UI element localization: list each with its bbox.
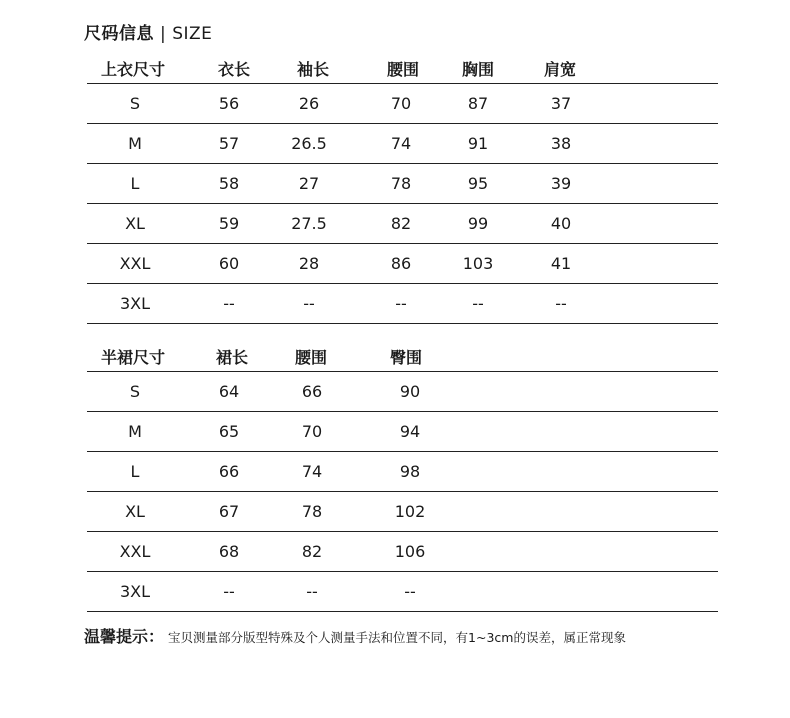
tops-header-row — [87, 59, 718, 84]
tops-header-chest: 胸围 — [461, 60, 495, 79]
shoulder-cell: 38 — [550, 134, 572, 153]
table-row — [87, 84, 718, 124]
hip-cell: 94 — [399, 422, 421, 441]
skirt-size-table — [87, 347, 718, 612]
waist-cell: 82 — [390, 214, 412, 233]
skirt-header-size: 半裙尺寸 — [100, 348, 166, 367]
table-row — [87, 204, 718, 244]
waist-cell: 86 — [390, 254, 412, 273]
tops-header-size: 上衣尺寸 — [100, 60, 166, 79]
table-row — [87, 452, 718, 492]
length-cell: 56 — [218, 94, 240, 113]
length-cell: 60 — [218, 254, 240, 273]
size-cell: M — [128, 422, 142, 441]
waist-cell: 70 — [301, 422, 323, 441]
note-text: 宝贝测量部分版型特殊及个人测量手法和位置不同，有1~3cm的误差，属正常现象 — [168, 630, 626, 645]
waist-cell: 74 — [301, 462, 323, 481]
table-row — [87, 164, 718, 204]
skirt-header-waist: 腰围 — [294, 348, 328, 367]
shoulder-cell: 37 — [550, 94, 572, 113]
chest-cell: 99 — [467, 214, 489, 233]
title-separator: | — [160, 24, 167, 44]
table-row — [87, 284, 718, 324]
tops-header-sleeve: 袖长 — [296, 60, 330, 79]
skirt-header-row — [87, 347, 718, 372]
length-cell: 65 — [218, 422, 240, 441]
shoulder-cell: 39 — [550, 174, 572, 193]
length-cell: 68 — [218, 542, 240, 561]
length-cell: 57 — [218, 134, 240, 153]
length-cell: 64 — [218, 382, 240, 401]
length-cell: 59 — [218, 214, 240, 233]
note-label: 温馨提示： — [84, 627, 165, 646]
skirt-header-length: 裙长 — [215, 348, 249, 367]
size-cell: M — [128, 134, 142, 153]
table-row — [87, 124, 718, 164]
page-title — [84, 19, 212, 44]
sleeve-cell: 27 — [298, 174, 320, 193]
table-row — [87, 572, 718, 612]
table-row — [87, 532, 718, 572]
waist-cell: 74 — [390, 134, 412, 153]
hip-cell: 106 — [394, 542, 426, 561]
waist-cell: 66 — [301, 382, 323, 401]
table-row — [87, 244, 718, 284]
length-cell: 66 — [218, 462, 240, 481]
tops-size-table — [87, 59, 718, 324]
table-row — [87, 412, 718, 452]
hip-cell: -- — [404, 582, 416, 601]
table-row — [87, 492, 718, 532]
size-cell: XL — [125, 502, 145, 521]
sleeve-cell: -- — [303, 294, 315, 313]
chest-cell: 91 — [467, 134, 489, 153]
size-cell: L — [130, 174, 140, 193]
shoulder-cell: -- — [555, 294, 567, 313]
chest-cell: 103 — [462, 254, 494, 273]
tops-header-shoulder: 肩宽 — [543, 60, 577, 79]
chest-cell: 95 — [467, 174, 489, 193]
waist-cell: -- — [306, 582, 318, 601]
sleeve-cell: 28 — [298, 254, 320, 273]
waist-cell: 78 — [390, 174, 412, 193]
length-cell: -- — [223, 294, 235, 313]
shoulder-cell: 41 — [550, 254, 572, 273]
table-row — [87, 372, 718, 412]
sleeve-cell: 26 — [298, 94, 320, 113]
waist-cell: 82 — [301, 542, 323, 561]
size-cell: 3XL — [119, 294, 151, 313]
size-cell: S — [129, 94, 141, 113]
skirt-header-hip: 臀围 — [389, 348, 423, 367]
size-cell: L — [130, 462, 140, 481]
size-cell: XXL — [119, 254, 151, 273]
hip-cell: 90 — [399, 382, 421, 401]
length-cell: -- — [223, 582, 235, 601]
size-cell: XXL — [119, 542, 151, 561]
hip-cell: 102 — [394, 502, 426, 521]
shoulder-cell: 40 — [550, 214, 572, 233]
sleeve-cell: 27.5 — [291, 214, 327, 233]
chest-cell: 87 — [467, 94, 489, 113]
sleeve-cell: 26.5 — [291, 134, 327, 153]
size-cell: XL — [125, 214, 145, 233]
tops-header-length: 衣长 — [217, 60, 251, 79]
size-cell: S — [129, 382, 141, 401]
waist-cell: -- — [395, 294, 407, 313]
title-en: SIZE — [172, 24, 213, 44]
size-cell: 3XL — [119, 582, 151, 601]
chest-cell: -- — [472, 294, 484, 313]
length-cell: 67 — [218, 502, 240, 521]
hip-cell: 98 — [399, 462, 421, 481]
waist-cell: 78 — [301, 502, 323, 521]
length-cell: 58 — [218, 174, 240, 193]
tops-header-waist: 腰围 — [386, 60, 420, 79]
waist-cell: 70 — [390, 94, 412, 113]
title-cn: 尺码信息 — [84, 24, 154, 44]
measurement-note — [84, 624, 626, 647]
